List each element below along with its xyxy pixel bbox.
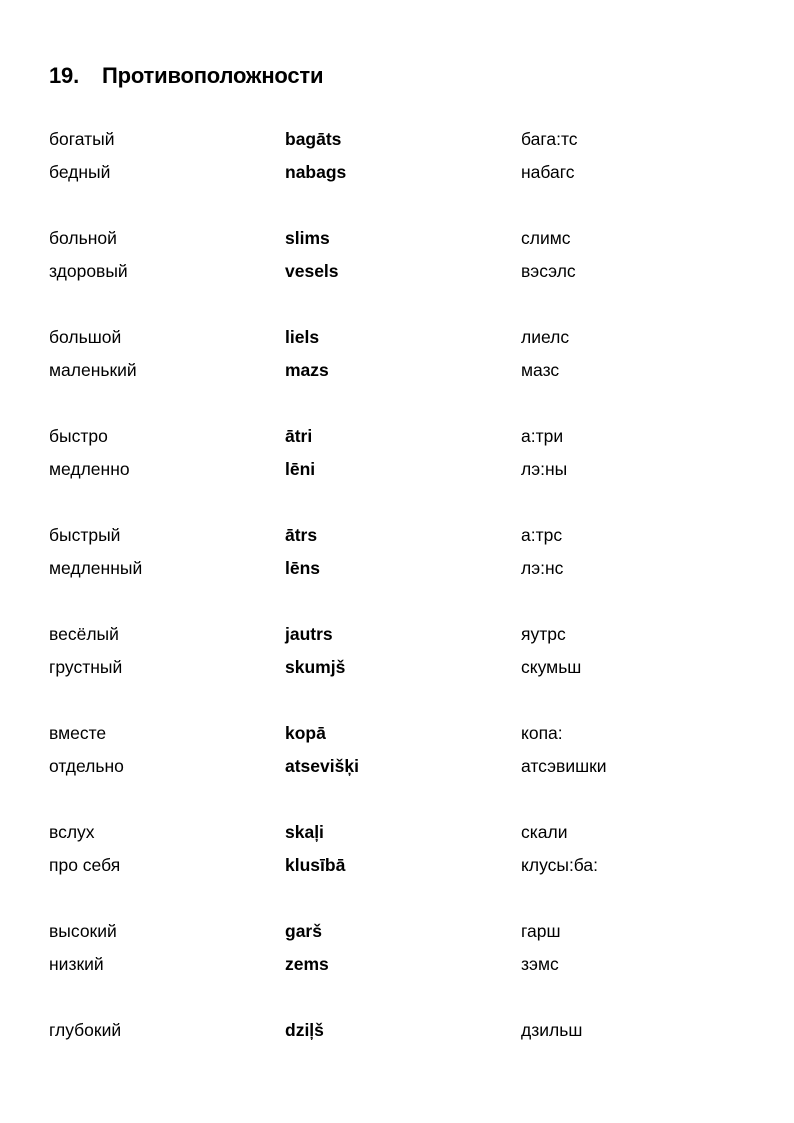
russian-word: глубокий (49, 1020, 122, 1040)
word-row (0, 655, 794, 679)
russian-word: грустный (49, 657, 123, 677)
russian-word: медленно (49, 459, 130, 479)
russian-word: отдельно (49, 756, 124, 776)
transcription: лэ:нс (521, 558, 564, 578)
word-row (0, 919, 794, 943)
word-row (0, 853, 794, 877)
russian-word: быстрый (49, 525, 121, 545)
section-title: Противоположности (102, 63, 324, 88)
latvian-word: lēns (285, 558, 321, 578)
section-number: 19. (49, 63, 79, 88)
latvian-word: jautrs (285, 624, 333, 644)
transcription: лэ:ны (521, 459, 568, 479)
word-row (0, 1018, 794, 1042)
latvian-word: liels (285, 327, 320, 347)
transcription: мазс (521, 360, 560, 380)
word-row (0, 127, 794, 151)
latvian-word: mazs (285, 360, 329, 380)
russian-word: высокий (49, 921, 117, 941)
word-row (0, 721, 794, 745)
russian-word: весёлый (49, 624, 119, 644)
russian-word: про себя (49, 855, 121, 875)
latvian-word: ātrs (285, 525, 318, 545)
word-row (0, 325, 794, 349)
transcription: слимс (521, 228, 571, 248)
latvian-word: atsevišķi (285, 756, 359, 776)
word-row (0, 952, 794, 976)
latvian-word: kopā (285, 723, 326, 743)
latvian-word: bagāts (285, 129, 342, 149)
latvian-word: slims (285, 228, 330, 248)
latvian-word: nabags (285, 162, 347, 182)
latvian-word: skumjš (285, 657, 346, 677)
russian-word: низкий (49, 954, 104, 974)
latvian-word: garš (285, 921, 322, 941)
word-row (0, 424, 794, 448)
word-row (0, 622, 794, 646)
russian-word: вместе (49, 723, 107, 743)
russian-word: большой (49, 327, 122, 347)
russian-word: богатый (49, 129, 115, 149)
transcription: вэсэлс (521, 261, 576, 281)
transcription: атсэвишки (521, 756, 607, 776)
latvian-word: ātri (285, 426, 313, 446)
word-row (0, 556, 794, 580)
transcription: бага:тс (521, 129, 578, 149)
latvian-word: skaļi (285, 822, 324, 842)
latvian-word: lēni (285, 459, 316, 479)
russian-word: быстро (49, 426, 108, 446)
transcription: зэмс (521, 954, 559, 974)
word-row (0, 226, 794, 250)
transcription: набагс (521, 162, 575, 182)
transcription: клусы:ба: (521, 855, 599, 875)
word-row (0, 358, 794, 382)
latvian-word: zems (285, 954, 329, 974)
word-row (0, 457, 794, 481)
latvian-word: dziļš (285, 1020, 324, 1040)
latvian-word: klusībā (285, 855, 346, 875)
russian-word: медленный (49, 558, 143, 578)
russian-word: вслух (49, 822, 95, 842)
transcription: а:три (521, 426, 564, 446)
transcription: скали (521, 822, 568, 842)
russian-word: бедный (49, 162, 111, 182)
latvian-word: vesels (285, 261, 339, 281)
word-row (0, 259, 794, 283)
word-row (0, 754, 794, 778)
russian-word: маленький (49, 360, 137, 380)
transcription: гарш (521, 921, 561, 941)
transcription: скумьш (521, 657, 582, 677)
transcription: лиелс (521, 327, 570, 347)
transcription: копа: (521, 723, 563, 743)
transcription: а:трс (521, 525, 563, 545)
transcription: дзильш (521, 1020, 583, 1040)
word-row (0, 523, 794, 547)
transcription: яутрс (521, 624, 566, 644)
word-row (0, 160, 794, 184)
word-row (0, 820, 794, 844)
russian-word: здоровый (49, 261, 128, 281)
russian-word: больной (49, 228, 117, 248)
